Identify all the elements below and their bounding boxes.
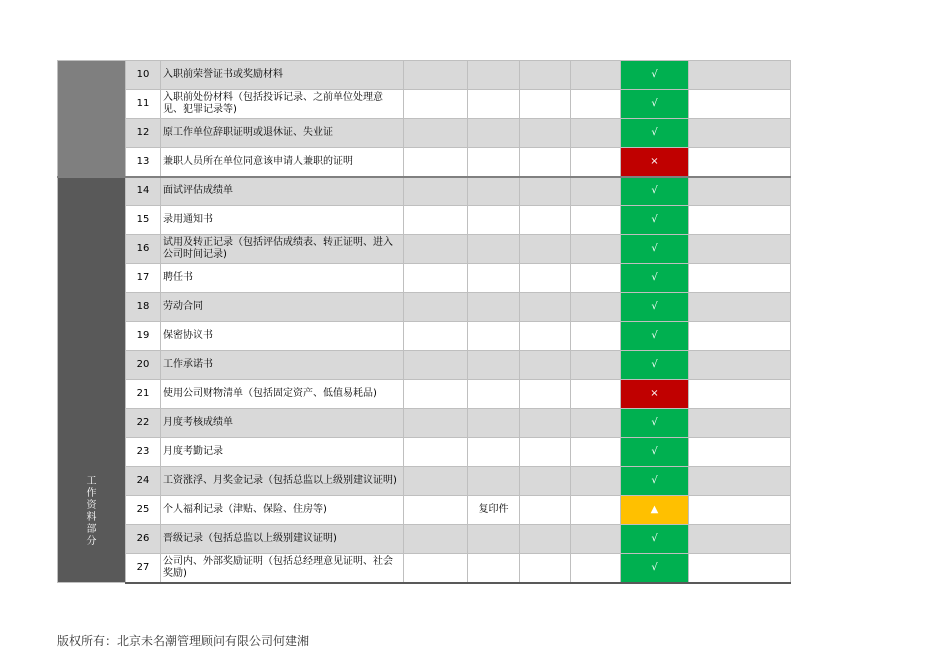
status-badge: √ xyxy=(621,61,689,90)
section-label: 工作资料部分 xyxy=(86,476,97,547)
empty-cell xyxy=(520,351,571,380)
note-cell xyxy=(468,119,520,148)
empty-cell xyxy=(689,90,791,119)
status-badge: √ xyxy=(621,525,689,554)
empty-cell xyxy=(404,293,468,322)
empty-cell xyxy=(571,438,621,467)
empty-cell xyxy=(571,148,621,177)
status-badge: √ xyxy=(621,206,689,235)
empty-cell xyxy=(404,409,468,438)
empty-cell xyxy=(520,177,571,206)
empty-cell xyxy=(404,90,468,119)
status-badge: √ xyxy=(621,554,689,583)
note-cell xyxy=(468,235,520,264)
note-cell xyxy=(468,380,520,409)
empty-cell xyxy=(571,322,621,351)
status-badge: √ xyxy=(621,467,689,496)
note-cell xyxy=(468,148,520,177)
empty-cell xyxy=(404,177,468,206)
empty-cell xyxy=(689,293,791,322)
row-number: 19 xyxy=(126,322,161,351)
empty-cell xyxy=(404,351,468,380)
empty-cell xyxy=(520,496,571,525)
note-cell xyxy=(468,322,520,351)
empty-cell xyxy=(520,409,571,438)
note-cell xyxy=(468,554,520,583)
item-name: 兼职人员所在单位同意该申请人兼职的证明 xyxy=(161,148,404,177)
empty-cell xyxy=(571,235,621,264)
empty-cell xyxy=(689,322,791,351)
row-number: 10 xyxy=(126,61,161,90)
note-cell xyxy=(468,61,520,90)
row-number: 24 xyxy=(126,467,161,496)
copyright-footer: 版权所有：北京未名潮管理顾问有限公司何建湘 xyxy=(57,634,310,648)
note-cell xyxy=(468,90,520,119)
status-badge: ▲ xyxy=(621,496,689,525)
empty-cell xyxy=(689,148,791,177)
note-cell xyxy=(468,525,520,554)
item-name: 原工作单位辞职证明或退休证、失业证 xyxy=(161,119,404,148)
empty-cell xyxy=(689,264,791,293)
note-cell xyxy=(468,467,520,496)
empty-cell xyxy=(571,380,621,409)
status-badge: √ xyxy=(621,322,689,351)
empty-cell xyxy=(689,409,791,438)
empty-cell xyxy=(520,148,571,177)
item-name: 工资涨浮、月奖金记录（包括总监以上级别建议证明) xyxy=(161,467,404,496)
status-badge: √ xyxy=(621,409,689,438)
note-cell xyxy=(468,264,520,293)
note-cell xyxy=(468,351,520,380)
empty-cell xyxy=(520,61,571,90)
empty-cell xyxy=(571,467,621,496)
row-number: 26 xyxy=(126,525,161,554)
item-name: 保密协议书 xyxy=(161,322,404,351)
status-badge: × xyxy=(621,380,689,409)
document-table xyxy=(57,60,791,584)
row-number: 20 xyxy=(126,351,161,380)
row-number: 23 xyxy=(126,438,161,467)
empty-cell xyxy=(404,467,468,496)
row-number: 22 xyxy=(126,409,161,438)
note-cell xyxy=(468,177,520,206)
empty-cell xyxy=(571,293,621,322)
empty-cell xyxy=(571,119,621,148)
empty-cell xyxy=(520,206,571,235)
empty-cell xyxy=(689,554,791,583)
item-name: 录用通知书 xyxy=(161,206,404,235)
empty-cell xyxy=(571,554,621,583)
empty-cell xyxy=(404,438,468,467)
empty-cell xyxy=(571,264,621,293)
empty-cell xyxy=(520,293,571,322)
empty-cell xyxy=(404,264,468,293)
row-number: 18 xyxy=(126,293,161,322)
empty-cell xyxy=(404,554,468,583)
empty-cell xyxy=(404,496,468,525)
item-name: 劳动合同 xyxy=(161,293,404,322)
empty-cell xyxy=(404,61,468,90)
status-badge: √ xyxy=(621,438,689,467)
empty-cell xyxy=(404,206,468,235)
row-number: 12 xyxy=(126,119,161,148)
empty-cell xyxy=(571,206,621,235)
item-name: 使用公司财物清单（包括固定资产、低值易耗品) xyxy=(161,380,404,409)
empty-cell xyxy=(571,496,621,525)
item-name: 入职前处份材料（包括投诉记录、之前单位处理意见、犯罪记录等) xyxy=(161,90,404,119)
empty-cell xyxy=(520,525,571,554)
empty-cell xyxy=(689,525,791,554)
empty-cell xyxy=(689,177,791,206)
empty-cell xyxy=(404,148,468,177)
row-number: 21 xyxy=(126,380,161,409)
empty-cell xyxy=(689,351,791,380)
empty-cell xyxy=(571,177,621,206)
empty-cell xyxy=(689,235,791,264)
status-badge: × xyxy=(621,148,689,177)
empty-cell xyxy=(689,119,791,148)
empty-cell xyxy=(520,438,571,467)
item-name: 月度考核成绩单 xyxy=(161,409,404,438)
status-badge: √ xyxy=(621,264,689,293)
item-name: 面试评估成绩单 xyxy=(161,177,404,206)
note-cell xyxy=(468,438,520,467)
row-number: 11 xyxy=(126,90,161,119)
note-cell xyxy=(468,409,520,438)
status-badge: √ xyxy=(621,177,689,206)
row-number: 25 xyxy=(126,496,161,525)
empty-cell xyxy=(520,264,571,293)
empty-cell xyxy=(404,380,468,409)
note-cell xyxy=(468,206,520,235)
item-name: 入职前荣誉证书或奖励材料 xyxy=(161,61,404,90)
status-badge: √ xyxy=(621,235,689,264)
row-number: 14 xyxy=(126,177,161,206)
note-cell xyxy=(468,293,520,322)
empty-cell xyxy=(571,409,621,438)
status-badge: √ xyxy=(621,351,689,380)
item-name: 个人福利记录（津贴、保险、住房等) xyxy=(161,496,404,525)
empty-cell xyxy=(689,496,791,525)
empty-cell xyxy=(520,235,571,264)
empty-cell xyxy=(520,380,571,409)
empty-cell xyxy=(520,554,571,583)
empty-cell xyxy=(689,467,791,496)
note-cell: 复印件 xyxy=(468,496,520,525)
category-cell-previous xyxy=(58,61,126,177)
empty-cell xyxy=(571,351,621,380)
category-cell-work-materials xyxy=(58,177,126,583)
status-badge: √ xyxy=(621,119,689,148)
empty-cell xyxy=(404,525,468,554)
status-badge: √ xyxy=(621,293,689,322)
item-name: 工作承诺书 xyxy=(161,351,404,380)
empty-cell xyxy=(404,322,468,351)
row-number: 27 xyxy=(126,554,161,583)
empty-cell xyxy=(520,467,571,496)
empty-cell xyxy=(689,206,791,235)
empty-cell xyxy=(571,525,621,554)
empty-cell xyxy=(404,235,468,264)
row-number: 13 xyxy=(126,148,161,177)
empty-cell xyxy=(520,322,571,351)
item-name: 试用及转正记录（包括评估成绩表、转正证明、进入公司时间记录) xyxy=(161,235,404,264)
row-number: 15 xyxy=(126,206,161,235)
empty-cell xyxy=(520,119,571,148)
item-name: 晋级记录（包括总监以上级别建议证明) xyxy=(161,525,404,554)
empty-cell xyxy=(689,380,791,409)
empty-cell xyxy=(689,438,791,467)
item-name: 公司内、外部奖励证明（包括总经理意见证明、社会奖励) xyxy=(161,554,404,583)
status-badge: √ xyxy=(621,90,689,119)
item-name: 月度考勤记录 xyxy=(161,438,404,467)
row-number: 16 xyxy=(126,235,161,264)
row-number: 17 xyxy=(126,264,161,293)
empty-cell xyxy=(571,90,621,119)
empty-cell xyxy=(571,61,621,90)
empty-cell xyxy=(689,61,791,90)
empty-cell xyxy=(404,119,468,148)
empty-cell xyxy=(520,90,571,119)
item-name: 聘任书 xyxy=(161,264,404,293)
